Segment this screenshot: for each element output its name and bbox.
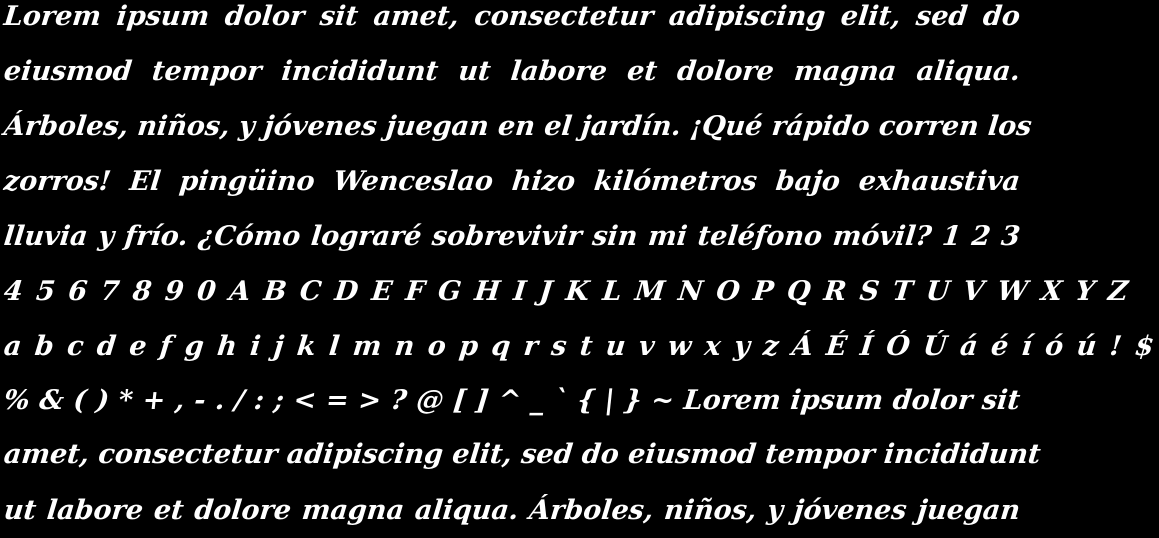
specimen-line: a b c d e f g h i j k l m n o p q r s t u v w x y z Á É Í Ó Ú á é í ó ú ! $ [2,331,1158,362]
specimen-line: lluvia y frío. ¿Cómo lograré sobrevivir sin mi teléfono móvil? 1 2 3 [2,221,1022,252]
specimen-line: % & ( ) * + , - . / : ; < = > ? @ [ ] ^ _ ` { | } ~ Lorem ipsum dolor sit [2,385,1022,416]
specimen-line: Lorem ipsum dolor sit amet, consectetur adipiscing elit, sed do [2,1,1022,32]
specimen-line: eiusmod tempor incididunt ut labore et dolore magna aliqua. [2,56,1022,87]
specimen-line: Árboles, niños, y jóvenes juegan en el jardín. ¡Qué rápido corren los [2,111,1034,142]
specimen-line: 4 5 6 7 8 9 0 A B C D E F G H I J K L M N O P Q R S T U V W X Y Z [2,276,1132,307]
specimen-line: zorros! El pingüino Wenceslao hizo kilómetros bajo exhaustiva [2,166,1022,197]
specimen-line: amet, consectetur adipiscing elit, sed do eiusmod tempor incididunt [2,439,1043,470]
specimen-line: ut labore et dolore magna aliqua. Árboles, niños, y jóvenes juegan [2,495,1022,526]
